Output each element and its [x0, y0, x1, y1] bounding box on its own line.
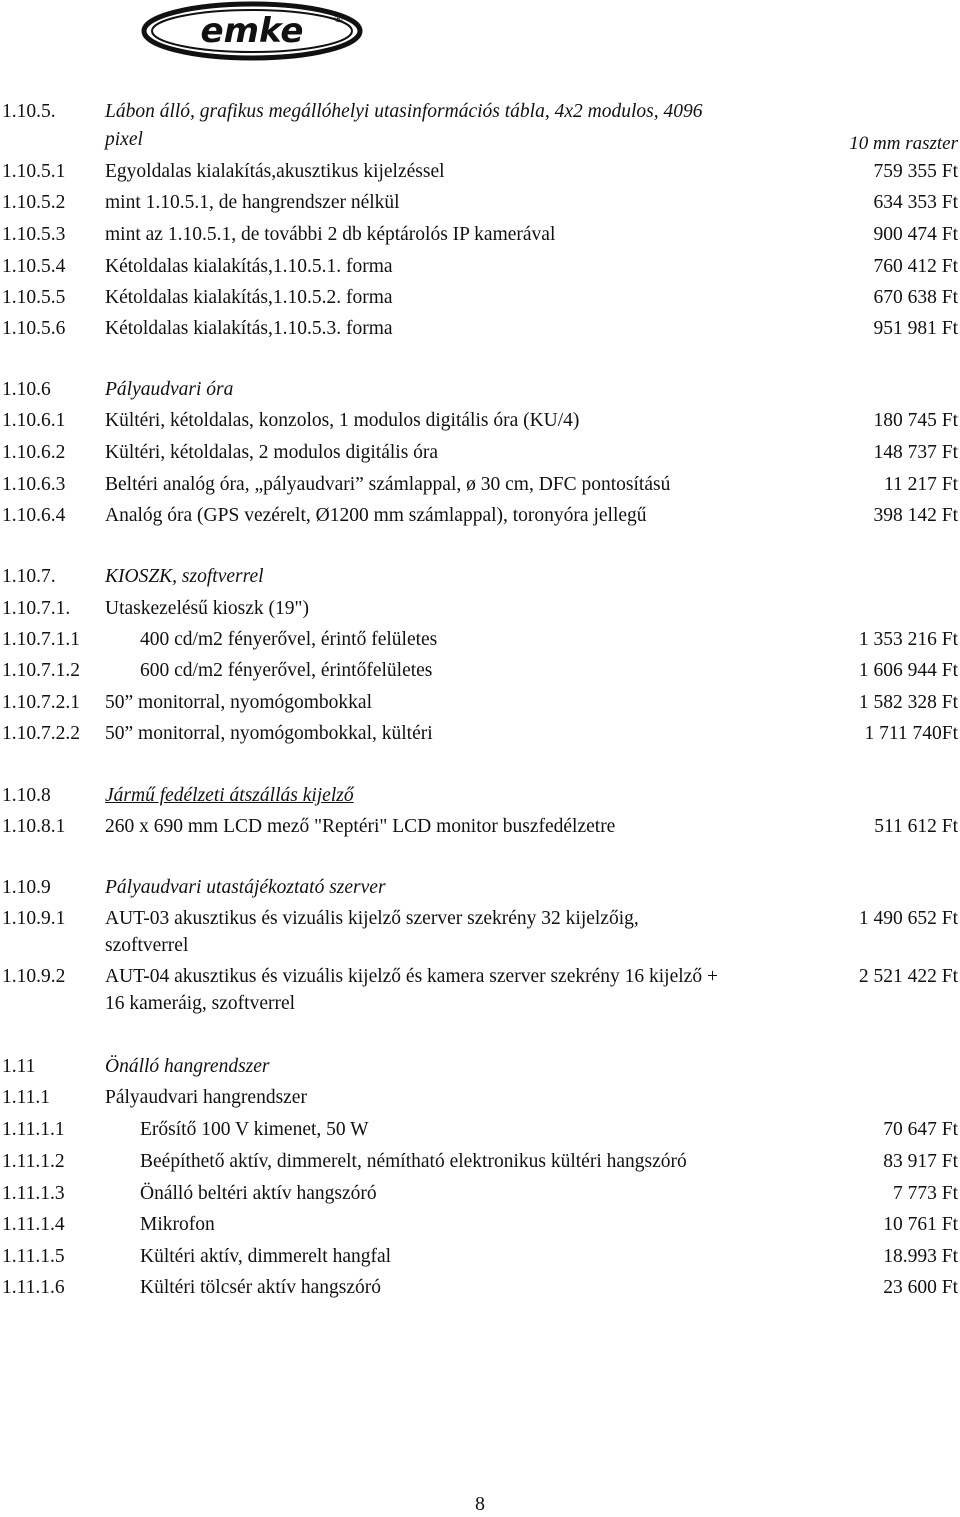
section-header-row	[0, 377, 960, 403]
price-row	[0, 658, 960, 684]
item-code: 1.10.7.2.2	[2, 723, 80, 744]
page-number: 8	[475, 1493, 485, 1515]
price-row	[0, 472, 960, 498]
item-description: Önálló beltéri aktív hangszóró	[140, 1183, 377, 1204]
item-code: 1.10.8.1	[2, 816, 66, 837]
item-code: 1.10.9	[2, 877, 51, 898]
item-code: 1.10.5.3	[2, 224, 66, 245]
item-description: Erősítő 100 V kimenet, 50 W	[140, 1119, 369, 1140]
item-price: 1 582 328 Ft	[858, 692, 958, 713]
item-price: 148 737 Ft	[873, 442, 958, 463]
item-code: 1.11.1.1	[2, 1119, 65, 1140]
section-header-row-cont	[0, 127, 960, 153]
item-description: Kültéri, kétoldalas, konzolos, 1 modulos digitális óra (KU/4)	[105, 410, 580, 431]
price-row-cont	[0, 991, 960, 1017]
price-row	[0, 814, 960, 840]
item-price: 83 917 Ft	[883, 1151, 958, 1172]
registered-mark: ®	[333, 12, 344, 25]
section-title: Pályaudvari óra	[105, 379, 234, 400]
price-row	[0, 1275, 960, 1301]
item-code: 1.10.5.6	[2, 318, 66, 339]
price-row	[0, 254, 960, 280]
item-code: 1.10.6.4	[2, 505, 66, 526]
section-title-cont: pixel	[105, 129, 143, 150]
price-row	[0, 627, 960, 653]
item-description: AUT-04 akusztikus és vizuális kijelző és kamera szerver szekrény 16 kijelző +	[105, 966, 718, 987]
item-code: 1.11	[2, 1056, 36, 1077]
item-code: 1.10.8	[2, 785, 51, 806]
item-code: 1.10.7.	[2, 566, 56, 587]
section-header-row	[0, 564, 960, 590]
item-description: mint 1.10.5.1, de hangrendszer nélkül	[105, 192, 400, 213]
item-description: Kültéri aktív, dimmerelt hangfal	[140, 1246, 392, 1267]
item-code: 1.10.7.1.2	[2, 660, 80, 681]
section-title: Lábon álló, grafikus megállóhelyi utasinformációs tábla, 4x2 modulos, 4096	[105, 101, 703, 122]
price-row	[0, 316, 960, 342]
raster-note: 10 mm raszter	[849, 133, 958, 154]
section-header-row	[0, 99, 960, 125]
item-description: Analóg óra (GPS vezérelt, Ø1200 mm számlappal), toronyóra jellegű	[105, 505, 647, 526]
item-price: 759 355 Ft	[873, 161, 958, 182]
section-header-row	[0, 875, 960, 901]
item-price: 18.993 Ft	[883, 1246, 958, 1267]
item-description: Kétoldalas kialakítás,1.10.5.3. forma	[105, 318, 393, 339]
item-code: 1.10.9.2	[2, 966, 66, 987]
item-code: 1.10.7.1.1	[2, 629, 80, 650]
item-code: 1.11.1.6	[2, 1277, 65, 1298]
item-description: 50” monitorral, nyomógombokkal, kültéri	[105, 723, 433, 744]
item-price: 70 647 Ft	[883, 1119, 958, 1140]
section-header-row	[0, 783, 960, 809]
price-row	[0, 964, 960, 990]
item-price: 11 217 Ft	[883, 474, 958, 495]
item-code: 1.10.6.3	[2, 474, 66, 495]
price-row-cont	[0, 933, 960, 959]
price-row	[0, 906, 960, 932]
item-description: Pályaudvari hangrendszer	[105, 1087, 307, 1108]
item-code: 1.11.1.4	[2, 1214, 65, 1235]
item-price: 634 353 Ft	[873, 192, 958, 213]
item-code: 1.10.6.1	[2, 410, 66, 431]
item-description: 50” monitorral, nyomógombokkal	[105, 692, 373, 713]
price-row	[0, 503, 960, 529]
item-price: 670 638 Ft	[873, 287, 958, 308]
price-row	[0, 721, 960, 747]
section-title: Önálló hangrendszer	[105, 1056, 270, 1077]
item-code: 1.10.6.2	[2, 442, 66, 463]
section-title: KIOSZK, szoftverrel	[105, 566, 264, 587]
price-row	[0, 1117, 960, 1143]
item-description: Kétoldalas kialakítás,1.10.5.2. forma	[105, 287, 393, 308]
item-code: 1.10.9.1	[2, 908, 66, 929]
price-row	[0, 159, 960, 185]
item-price: 1 711 740Ft	[864, 723, 958, 744]
item-description-cont: szoftverrel	[105, 935, 189, 956]
item-code: 1.10.7.2.1	[2, 692, 80, 713]
item-description: Beépíthető aktív, dimmerelt, némítható elektronikus kültéri hangszóró	[140, 1151, 687, 1172]
item-price: 23 600 Ft	[883, 1277, 958, 1298]
item-description: 400 cd/m2 fényerővel, érintő felületes	[140, 629, 438, 650]
item-price: 511 612 Ft	[874, 816, 958, 837]
price-row	[0, 1212, 960, 1238]
price-row	[0, 190, 960, 216]
price-row	[0, 222, 960, 248]
item-code: 1.10.5.	[2, 101, 56, 122]
item-code: 1.10.5.5	[2, 287, 66, 308]
subsection-row	[0, 1085, 960, 1111]
item-price: 900 474 Ft	[873, 224, 958, 245]
item-description: Utaskezelésű kioszk (19")	[105, 598, 309, 619]
item-price: 1 353 216 Ft	[858, 629, 958, 650]
item-code: 1.10.7.1.	[2, 598, 71, 619]
item-price: 951 981 Ft	[873, 318, 958, 339]
item-code: 1.11.1.3	[2, 1183, 65, 1204]
item-code: 1.11.1	[2, 1087, 51, 1108]
item-price: 10 761 Ft	[883, 1214, 958, 1235]
price-row	[0, 690, 960, 716]
item-description: mint az 1.10.5.1, de további 2 db képtárolós IP kamerával	[105, 224, 556, 245]
item-price: 760 412 Ft	[873, 256, 958, 277]
price-row	[0, 285, 960, 311]
item-description: Egyoldalas kialakítás,akusztikus kijelzéssel	[105, 161, 445, 182]
item-description: AUT-03 akusztikus és vizuális kijelző szerver szekrény 32 kijelzőig,	[105, 908, 639, 929]
item-code: 1.11.1.5	[2, 1246, 65, 1267]
item-code: 1.10.5.2	[2, 192, 66, 213]
item-code: 1.10.5.1	[2, 161, 66, 182]
item-description: 260 x 690 mm LCD mező "Reptéri" LCD monitor buszfedélzetre	[105, 816, 616, 837]
item-price: 7 773 Ft	[892, 1183, 958, 1204]
item-description-cont: 16 kameráig, szoftverrel	[105, 993, 296, 1014]
item-price: 1 490 652 Ft	[858, 908, 958, 929]
logo-text: emke	[200, 11, 304, 51]
price-row	[0, 408, 960, 434]
section-title: Pályaudvari utastájékoztató szerver	[105, 877, 386, 898]
price-row	[0, 1181, 960, 1207]
emke-logo	[140, 0, 365, 62]
item-price: 2 521 422 Ft	[858, 966, 958, 987]
item-code: 1.10.6	[2, 379, 51, 400]
price-row	[0, 440, 960, 466]
item-price: 398 142 Ft	[873, 505, 958, 526]
item-description: Beltéri analóg óra, „pályaudvari” számlappal, ø 30 cm, DFC pontosítású	[105, 474, 671, 495]
subsection-row	[0, 596, 960, 622]
item-description: Kültéri tölcsér aktív hangszóró	[140, 1277, 381, 1298]
price-row	[0, 1244, 960, 1270]
item-code: 1.10.5.4	[2, 256, 66, 277]
price-row	[0, 1149, 960, 1175]
item-description: Mikrofon	[140, 1214, 215, 1235]
item-description: Kétoldalas kialakítás,1.10.5.1. forma	[105, 256, 393, 277]
item-code: 1.11.1.2	[2, 1151, 65, 1172]
item-description: 600 cd/m2 fényerővel, érintőfelületes	[140, 660, 433, 681]
section-header-row	[0, 1054, 960, 1080]
item-description: Kültéri, kétoldalas, 2 modulos digitális óra	[105, 442, 439, 463]
section-title: Jármű fedélzeti átszállás kijelző	[105, 785, 354, 806]
item-price: 1 606 944 Ft	[858, 660, 958, 681]
item-price: 180 745 Ft	[873, 410, 958, 431]
